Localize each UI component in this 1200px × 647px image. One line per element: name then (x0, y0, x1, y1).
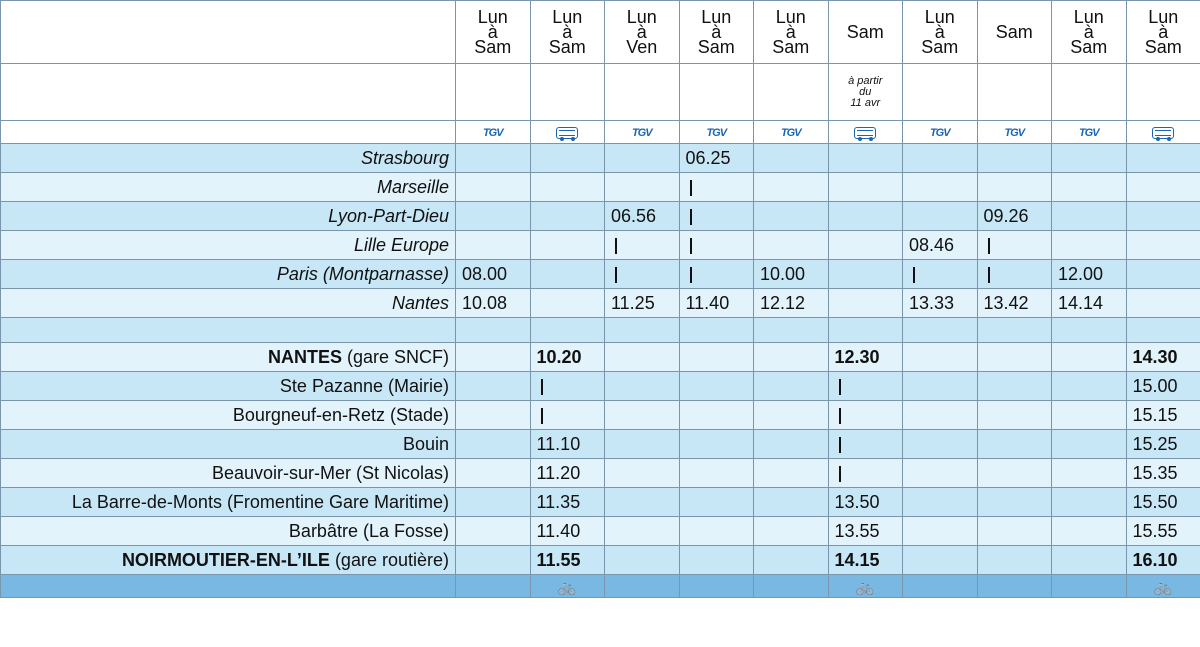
column-mode (530, 121, 605, 144)
time-cell: 13.55 (828, 517, 903, 546)
days-line: Sam (697, 36, 735, 57)
stop-name-main: Ste Pazanne (Mairie) (279, 375, 449, 396)
bicycle-icon: 🚲 (1153, 578, 1173, 596)
pass-through-bar (615, 267, 617, 283)
time-cell: 11.20 (530, 459, 605, 488)
time-cell (754, 173, 829, 202)
header-notes-row (1, 64, 1200, 121)
time-cell (828, 289, 903, 318)
column-note (456, 64, 531, 121)
pass-through-bar (690, 180, 692, 196)
time-cell (977, 372, 1052, 401)
tgv-logo: TGV (929, 127, 950, 139)
bus-stop-row (1, 459, 1200, 488)
time-cell (605, 517, 680, 546)
stop-name: Lyon-Part-Dieu (1, 202, 456, 231)
column-days (903, 1, 978, 64)
stop-name-detail: (gare routière) (329, 549, 449, 570)
time-cell (679, 260, 754, 289)
bus-stop-row (1, 517, 1200, 546)
bike-cell (1126, 575, 1200, 598)
pass-through-bar (988, 238, 990, 254)
column-note (530, 64, 605, 121)
header-mode-row (1, 121, 1200, 144)
time-cell (903, 517, 978, 546)
empty-cell (1, 318, 456, 343)
days-line: Sam (846, 21, 884, 42)
bus-icon (556, 127, 578, 139)
column-days (530, 1, 605, 64)
time-cell: 11.35 (530, 488, 605, 517)
time-cell: 15.50 (1126, 488, 1200, 517)
tgv-logo: TGV (1004, 127, 1025, 139)
pass-through-bar (690, 267, 692, 283)
days-line: à (1083, 21, 1094, 42)
time-cell (977, 343, 1052, 372)
bike-footer-row (1, 575, 1200, 598)
time-cell (456, 343, 531, 372)
bicycle-icon: 🚲 (855, 578, 875, 596)
time-cell (754, 517, 829, 546)
time-cell (903, 173, 978, 202)
time-cell (456, 144, 531, 173)
time-cell (456, 173, 531, 202)
tgv-logo: TGV (631, 127, 652, 139)
time-cell (679, 546, 754, 575)
time-cell (828, 231, 903, 260)
time-cell (679, 231, 754, 260)
bus-stop-row (1, 488, 1200, 517)
time-cell (977, 260, 1052, 289)
pass-through-bar (541, 408, 543, 424)
time-cell: 06.25 (679, 144, 754, 173)
column-note (679, 64, 754, 121)
days-line: Sam (1144, 36, 1182, 57)
time-cell (456, 430, 531, 459)
column-note (754, 64, 829, 121)
tgv-logo: TGV (482, 127, 503, 139)
time-cell (828, 372, 903, 401)
time-cell: 15.00 (1126, 372, 1200, 401)
empty-cell (903, 318, 978, 343)
bus-icon (1152, 127, 1174, 139)
stop-name-main: Bouin (402, 433, 449, 454)
stop-name-main: NANTES (267, 346, 342, 367)
stop-name (1, 401, 456, 430)
days-line: Sam (1070, 36, 1108, 57)
time-cell (828, 260, 903, 289)
time-cell (456, 231, 531, 260)
pass-through-bar (690, 238, 692, 254)
time-cell: 11.10 (530, 430, 605, 459)
days-line: Lun (701, 6, 732, 27)
pass-through-bar (988, 267, 990, 283)
bike-cell (605, 575, 680, 598)
days-line: Lun (1148, 6, 1179, 27)
tgv-logo: TGV (780, 127, 801, 139)
time-cell (828, 144, 903, 173)
bus-stop-row (1, 546, 1200, 575)
time-cell (456, 488, 531, 517)
time-cell: 12.00 (1052, 260, 1127, 289)
time-cell: 13.42 (977, 289, 1052, 318)
column-mode (605, 121, 680, 144)
time-cell (1052, 488, 1127, 517)
time-cell (456, 459, 531, 488)
tgv-logo: TGV (1078, 127, 1099, 139)
empty-cell (605, 318, 680, 343)
time-cell (679, 517, 754, 546)
time-cell: 15.25 (1126, 430, 1200, 459)
column-mode (977, 121, 1052, 144)
empty-cell (977, 318, 1052, 343)
column-mode (456, 121, 531, 144)
time-cell: 10.20 (530, 343, 605, 372)
column-note (903, 64, 978, 121)
header-corner (1, 64, 456, 121)
time-cell (977, 401, 1052, 430)
time-cell (1052, 372, 1127, 401)
time-cell (605, 144, 680, 173)
note-line: du (859, 85, 872, 98)
header-days-row (1, 1, 1200, 64)
column-mode (1126, 121, 1200, 144)
time-cell: 14.30 (1126, 343, 1200, 372)
time-cell (977, 430, 1052, 459)
column-note (1126, 64, 1200, 121)
empty-cell (679, 318, 754, 343)
column-days (977, 1, 1052, 64)
time-cell (679, 372, 754, 401)
time-cell (1052, 401, 1127, 430)
days-line: Sam (772, 36, 810, 57)
separator-row (1, 318, 1200, 343)
bicycle-icon: 🚲 (557, 578, 577, 596)
time-cell: 13.33 (903, 289, 978, 318)
time-cell: 14.15 (828, 546, 903, 575)
time-cell (903, 372, 978, 401)
time-cell (903, 459, 978, 488)
stop-name-detail: (gare SNCF) (341, 346, 449, 367)
time-cell (903, 430, 978, 459)
bike-cell (679, 575, 754, 598)
days-line: Lun (775, 6, 806, 27)
stop-name: Marseille (1, 173, 456, 202)
time-cell: 12.30 (828, 343, 903, 372)
days-line: Lun (477, 6, 508, 27)
time-cell (679, 430, 754, 459)
time-cell: 15.15 (1126, 401, 1200, 430)
time-cell (903, 144, 978, 173)
time-cell (754, 144, 829, 173)
time-cell (977, 488, 1052, 517)
time-cell (754, 546, 829, 575)
days-line: à (785, 21, 796, 42)
time-cell: 08.00 (456, 260, 531, 289)
bike-cell (530, 575, 605, 598)
time-cell (679, 401, 754, 430)
time-cell (977, 144, 1052, 173)
time-cell (1126, 289, 1200, 318)
time-cell (977, 459, 1052, 488)
pass-through-bar (690, 209, 692, 225)
days-line: à (711, 21, 722, 42)
time-cell (456, 372, 531, 401)
time-cell (903, 260, 978, 289)
pass-through-bar (913, 267, 915, 283)
column-days (1052, 1, 1127, 64)
time-cell (679, 343, 754, 372)
empty-cell (754, 318, 829, 343)
time-cell (828, 401, 903, 430)
time-cell (754, 202, 829, 231)
days-line: à (1158, 21, 1169, 42)
bike-cell (828, 575, 903, 598)
time-cell (1126, 202, 1200, 231)
time-cell (754, 401, 829, 430)
time-cell (828, 459, 903, 488)
empty-cell (1052, 318, 1127, 343)
days-line: Lun (1073, 6, 1104, 27)
time-cell (828, 173, 903, 202)
days-line: Ven (626, 36, 658, 57)
time-cell (1052, 231, 1127, 260)
stop-name (1, 430, 456, 459)
time-cell: 15.55 (1126, 517, 1200, 546)
time-cell (1052, 202, 1127, 231)
stop-name-main: Beauvoir-sur-Mer (St Nicolas) (211, 462, 449, 483)
empty-cell (1126, 318, 1200, 343)
time-cell (1052, 546, 1127, 575)
stop-name: Lille Europe (1, 231, 456, 260)
time-cell: 14.14 (1052, 289, 1127, 318)
time-cell (605, 343, 680, 372)
stop-name-main: Barbâtre (La Fosse) (288, 520, 449, 541)
pass-through-bar (541, 379, 543, 395)
time-cell (977, 173, 1052, 202)
time-cell (1126, 260, 1200, 289)
train-stop-row (1, 173, 1200, 202)
note-line: à partir (848, 74, 883, 87)
stop-name (1, 517, 456, 546)
note-line: 11 avr (850, 96, 881, 109)
time-cell (754, 372, 829, 401)
time-cell (679, 173, 754, 202)
time-cell (1052, 343, 1127, 372)
days-line: Lun (552, 6, 583, 27)
train-stop-row (1, 231, 1200, 260)
column-days (456, 1, 531, 64)
time-cell (754, 343, 829, 372)
column-note (605, 64, 680, 121)
time-cell (530, 260, 605, 289)
stop-name-main: Bourgneuf-en-Retz (Stade) (232, 404, 449, 425)
header-corner (1, 121, 456, 144)
time-cell (977, 517, 1052, 546)
time-cell (754, 430, 829, 459)
time-cell (605, 546, 680, 575)
time-cell: 11.25 (605, 289, 680, 318)
time-cell (1052, 144, 1127, 173)
stop-name: Nantes (1, 289, 456, 318)
time-cell: 10.00 (754, 260, 829, 289)
column-note (828, 64, 903, 121)
bike-cell (456, 575, 531, 598)
days-line: à (487, 21, 498, 42)
stop-name-main: La Barre-de-Monts (Fromentine Gare Maritime) (71, 491, 449, 512)
column-days (754, 1, 829, 64)
time-cell (456, 517, 531, 546)
time-cell (530, 202, 605, 231)
time-cell: 11.40 (530, 517, 605, 546)
bike-cell (977, 575, 1052, 598)
time-cell (903, 546, 978, 575)
time-cell (828, 430, 903, 459)
time-cell: 11.55 (530, 546, 605, 575)
column-mode (903, 121, 978, 144)
column-days (605, 1, 680, 64)
time-cell (903, 343, 978, 372)
time-cell (977, 231, 1052, 260)
column-note (977, 64, 1052, 121)
time-cell (605, 430, 680, 459)
time-cell (605, 372, 680, 401)
time-cell (828, 202, 903, 231)
time-cell (605, 401, 680, 430)
time-cell (1052, 517, 1127, 546)
empty-cell (828, 318, 903, 343)
time-cell (530, 173, 605, 202)
days-line: à (934, 21, 945, 42)
time-cell (1052, 173, 1127, 202)
column-note (1052, 64, 1127, 121)
tgv-logo: TGV (706, 127, 727, 139)
time-cell (754, 231, 829, 260)
time-cell (1126, 144, 1200, 173)
time-cell (754, 459, 829, 488)
time-cell: 11.40 (679, 289, 754, 318)
time-cell (1052, 459, 1127, 488)
time-cell (903, 488, 978, 517)
time-cell: 15.35 (1126, 459, 1200, 488)
time-cell: 16.10 (1126, 546, 1200, 575)
stop-name: Paris (Montparnasse) (1, 260, 456, 289)
bike-cell (903, 575, 978, 598)
stop-name (1, 459, 456, 488)
days-line: Lun (626, 6, 657, 27)
time-cell (530, 401, 605, 430)
stop-name (1, 343, 456, 372)
time-cell: 08.46 (903, 231, 978, 260)
pass-through-bar (839, 437, 841, 453)
pass-through-bar (839, 408, 841, 424)
time-cell (1126, 231, 1200, 260)
time-cell (530, 372, 605, 401)
time-cell (903, 401, 978, 430)
column-mode (828, 121, 903, 144)
bus-stop-row (1, 343, 1200, 372)
stop-name (1, 372, 456, 401)
column-mode (1052, 121, 1127, 144)
time-cell (605, 173, 680, 202)
empty-cell (530, 318, 605, 343)
time-cell (605, 260, 680, 289)
stop-name (1, 546, 456, 575)
time-cell (456, 202, 531, 231)
stop-name: Strasbourg (1, 144, 456, 173)
days-line: Sam (474, 36, 512, 57)
bus-stop-row (1, 372, 1200, 401)
time-cell: 10.08 (456, 289, 531, 318)
column-days (1126, 1, 1200, 64)
column-mode (679, 121, 754, 144)
time-cell: 13.50 (828, 488, 903, 517)
bus-stop-row (1, 430, 1200, 459)
days-line: à (636, 21, 647, 42)
header-corner (1, 1, 456, 64)
bike-cell (754, 575, 829, 598)
stop-name (1, 488, 456, 517)
stop-name-main: NOIRMOUTIER-EN-L’ILE (121, 549, 330, 570)
train-stop-row (1, 144, 1200, 173)
time-cell (679, 488, 754, 517)
time-cell (605, 488, 680, 517)
days-line: à (562, 21, 573, 42)
days-line: Sam (548, 36, 586, 57)
days-line: Sam (921, 36, 959, 57)
train-stop-row (1, 260, 1200, 289)
bike-cell (1052, 575, 1127, 598)
time-cell (530, 289, 605, 318)
time-cell: 09.26 (977, 202, 1052, 231)
time-cell (679, 202, 754, 231)
column-mode (754, 121, 829, 144)
time-cell (903, 202, 978, 231)
train-stop-row (1, 202, 1200, 231)
bus-icon (854, 127, 876, 139)
train-stop-row (1, 289, 1200, 318)
time-cell (1126, 173, 1200, 202)
time-cell (530, 144, 605, 173)
column-days (828, 1, 903, 64)
time-cell (605, 459, 680, 488)
bus-stop-row (1, 401, 1200, 430)
empty-cell (456, 318, 531, 343)
time-cell (605, 231, 680, 260)
days-line: Sam (995, 21, 1033, 42)
time-cell (456, 401, 531, 430)
time-cell (456, 546, 531, 575)
time-cell (977, 546, 1052, 575)
days-line: Lun (924, 6, 955, 27)
column-days (679, 1, 754, 64)
time-cell: 12.12 (754, 289, 829, 318)
time-cell (754, 488, 829, 517)
pass-through-bar (615, 238, 617, 254)
time-cell (1052, 430, 1127, 459)
time-cell (530, 231, 605, 260)
footer-corner (1, 575, 456, 598)
pass-through-bar (839, 379, 841, 395)
pass-through-bar (839, 466, 841, 482)
time-cell (679, 459, 754, 488)
time-cell: 06.56 (605, 202, 680, 231)
